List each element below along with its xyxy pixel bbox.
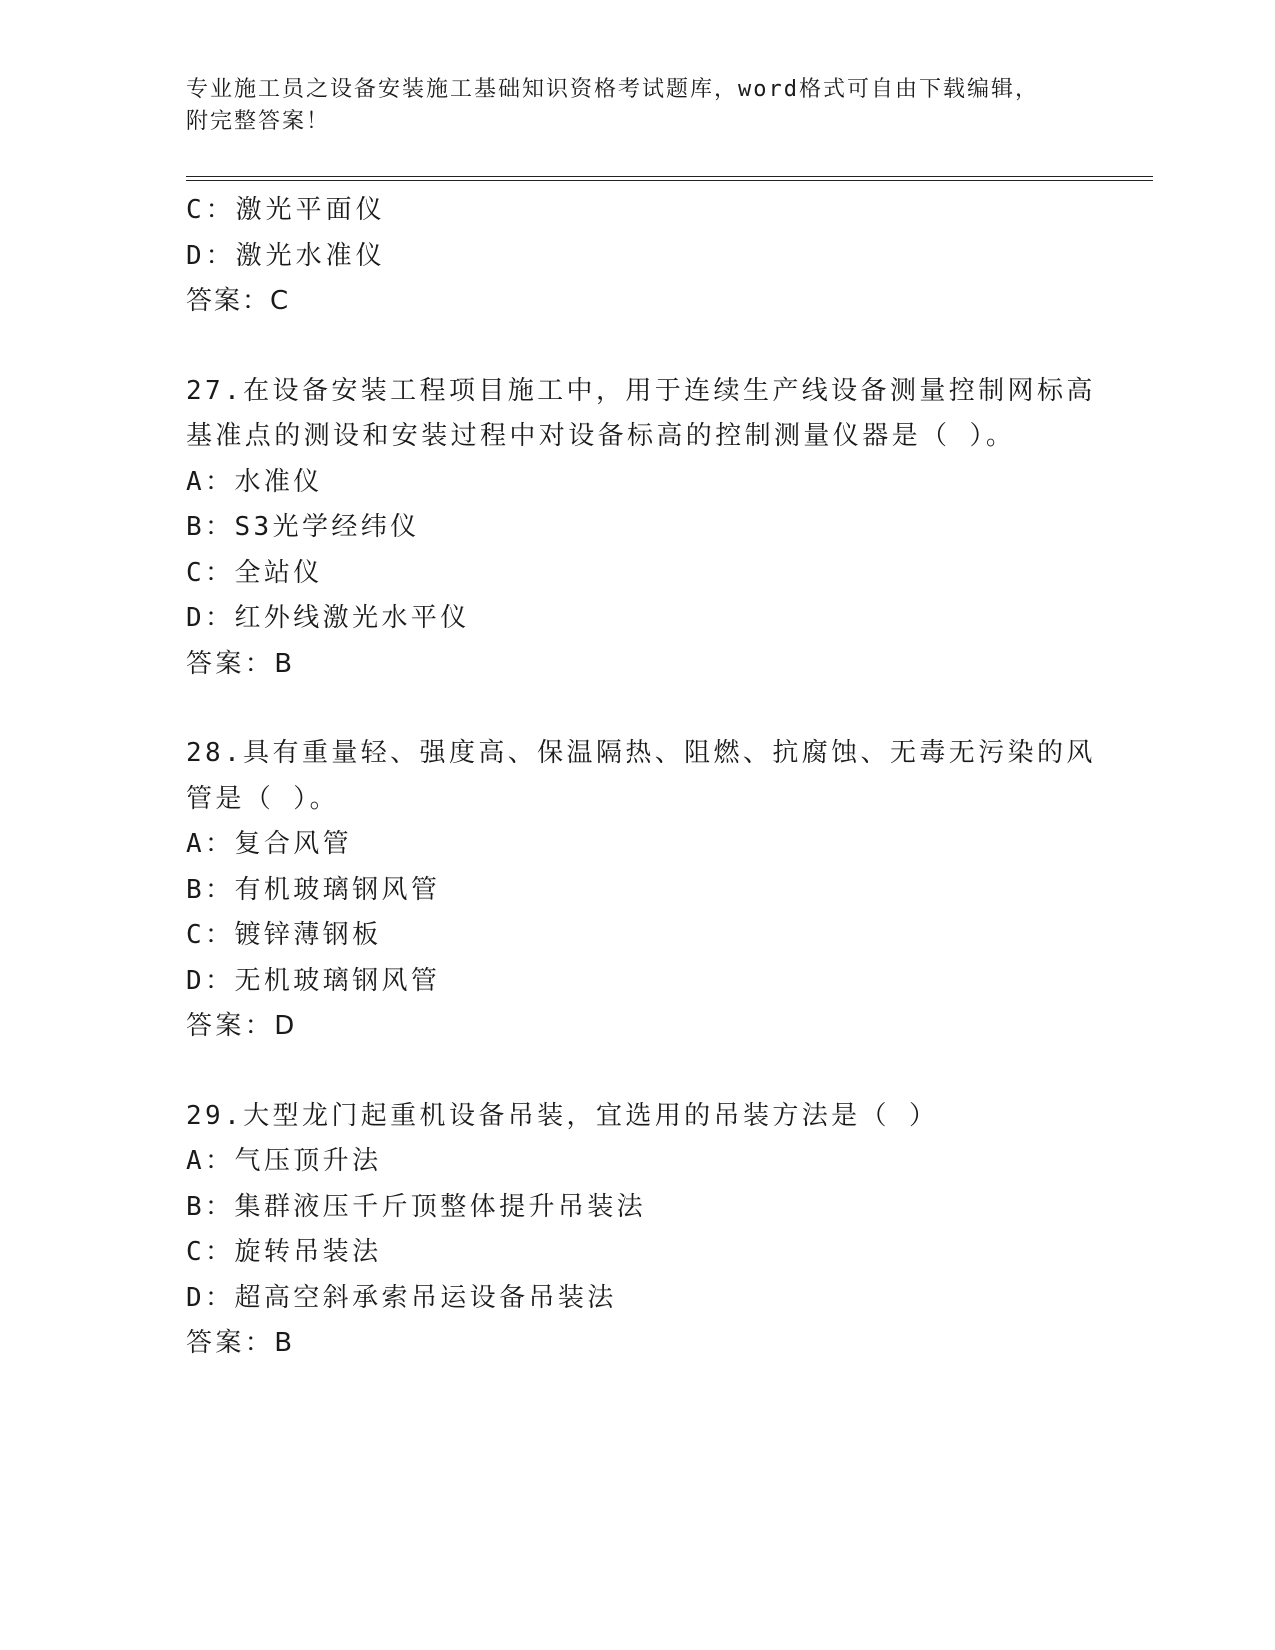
option-text: 无机玻璃钢风管 — [234, 965, 441, 996]
option-text: S3光学经纬仪 — [234, 512, 420, 542]
option-label: A： — [186, 829, 235, 859]
question-27 — [186, 369, 1096, 688]
option-label: B： — [186, 1191, 235, 1222]
option-label: C： — [186, 195, 236, 225]
question-stem-line: 28.具有重量轻、强度高、保温隔热、阻燃、抗腐蚀、无毒无污染的风 — [186, 738, 1096, 768]
option-c — [186, 913, 1086, 959]
option-c — [186, 188, 1086, 234]
option-text: 全站仪 — [234, 557, 323, 588]
question-stem-line: 27.在设备安装工程项目施工中，用于连续生产线设备测量控制网标高 — [186, 375, 1096, 406]
header-title-line-2: 附完整答案！ — [186, 109, 331, 134]
option-label: D： — [186, 603, 235, 633]
option-label: D： — [186, 240, 236, 271]
option-text: 集群液压千斤顶整体提升吊装法 — [234, 1191, 647, 1222]
question-list — [186, 188, 1096, 1367]
option-text: 激光平面仪 — [235, 195, 386, 225]
option-b — [186, 505, 1086, 551]
question-28 — [186, 731, 1096, 1050]
option-text: 超高空斜承索吊运设备吊装法 — [234, 1282, 617, 1313]
answer-line: 答案：C — [186, 286, 291, 316]
option-label: C： — [186, 1237, 235, 1267]
question-stem-line: 管是（ ）。 — [186, 783, 340, 814]
option-label: A： — [186, 1146, 235, 1176]
option-c — [186, 551, 1086, 597]
option-text: 水准仪 — [234, 466, 323, 497]
option-label: C： — [186, 557, 235, 588]
option-text: 气压顶升法 — [234, 1146, 382, 1176]
option-label: A： — [186, 466, 235, 497]
option-d — [186, 596, 1086, 642]
spacer — [186, 325, 1086, 369]
question-stem-line: 29.大型龙门起重机设备吊装，宜选用的吊装方法是（ ） — [186, 1100, 939, 1131]
answer-line: 答案：D — [186, 1011, 298, 1041]
option-label: D： — [186, 1282, 235, 1313]
spacer — [186, 687, 1086, 731]
option-c — [186, 1230, 1086, 1276]
document-header — [186, 74, 1086, 138]
option-label: C： — [186, 920, 235, 950]
option-d — [186, 959, 1086, 1005]
option-d — [186, 1276, 1086, 1322]
header-divider — [186, 176, 1153, 181]
option-label: B： — [186, 512, 235, 542]
option-b — [186, 1185, 1086, 1231]
option-a — [186, 822, 1086, 868]
header-title-line-1: 专业施工员之设备安装施工基础知识资格考试题库，word格式可自由下载编辑， — [186, 77, 1039, 102]
option-text: 旋转吊装法 — [234, 1237, 382, 1267]
option-b — [186, 868, 1086, 914]
option-d — [186, 234, 1086, 280]
question-26-continuation — [186, 188, 1086, 325]
question-29 — [186, 1094, 1086, 1367]
option-text: 激光水准仪 — [235, 240, 386, 271]
option-text: 有机玻璃钢风管 — [234, 874, 441, 905]
option-a — [186, 1139, 1086, 1185]
option-label: D： — [186, 965, 235, 996]
option-text: 镀锌薄钢板 — [234, 920, 382, 950]
option-a — [186, 460, 1086, 506]
spacer — [186, 1050, 1086, 1094]
question-stem-line: 基准点的测设和安装过程中对设备标高的控制测量仪器是（ ）。 — [186, 421, 1016, 451]
option-text: 红外线激光水平仪 — [234, 603, 470, 633]
option-text: 复合风管 — [234, 829, 353, 859]
option-label: B： — [186, 874, 235, 905]
answer-line: 答案：B — [186, 1328, 296, 1358]
answer-line: 答案：B — [186, 648, 296, 679]
